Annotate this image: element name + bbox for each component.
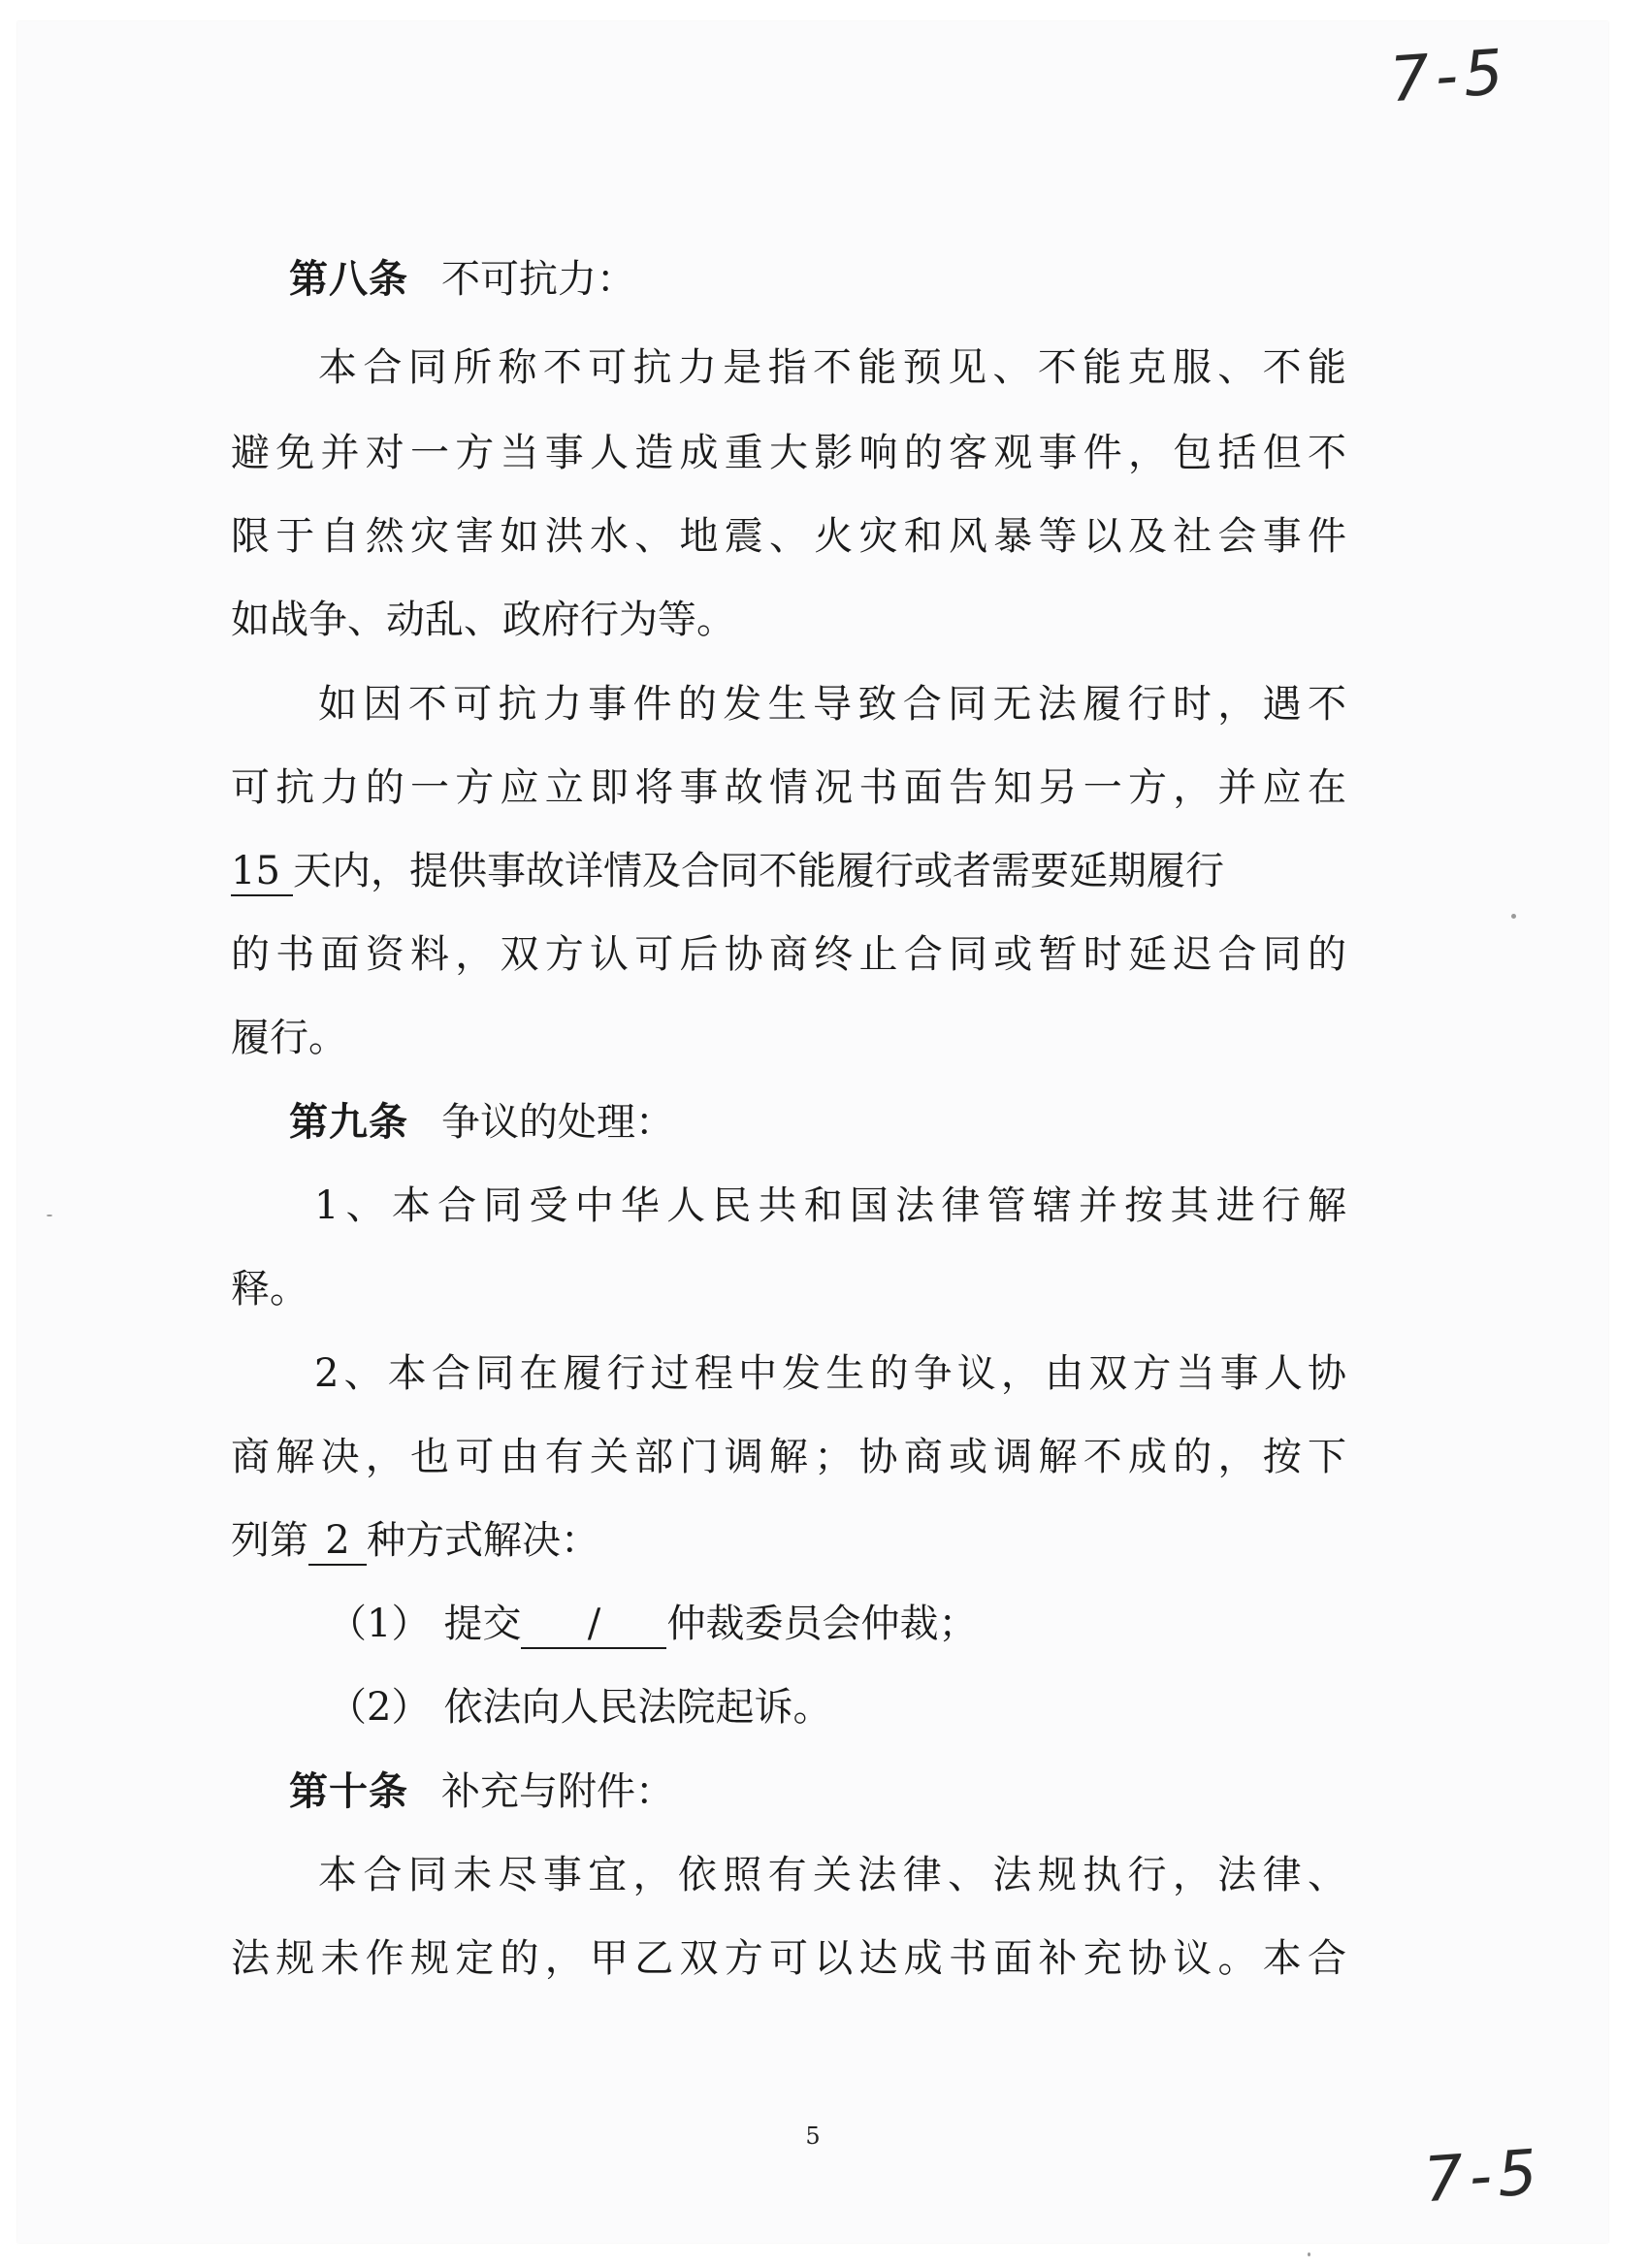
article8-p2-line3 xyxy=(231,844,1346,898)
article9-number: 第九条 xyxy=(289,1100,408,1145)
article8-p2-line2: 可抗力的一方应立即将事故情况书面告知另一方，并应在 xyxy=(231,765,1346,810)
article8-p1-line1: 本合同所称不可抗力是指不能预见、不能克服、不能 xyxy=(318,345,1346,390)
article8-title: 不可抗力： xyxy=(441,257,635,302)
option1-suffix: 仲裁委员会仲裁； xyxy=(666,1602,978,1646)
method-blank: 2 xyxy=(308,1517,367,1566)
article8-p2-line1: 如因不可抗力事件的发生导致合同无法履行时，遇不 xyxy=(318,682,1346,727)
article8-p1-line2: 避免并对一方当事人造成重大影响的客观事件，包括但不 xyxy=(231,431,1346,475)
option1-label: （1） xyxy=(328,1602,431,1646)
article9-option1 xyxy=(328,1597,1346,1651)
article9-item2-line2: 商解决，也可由有关部门调解；协商或调解不成的，按下 xyxy=(231,1435,1346,1479)
document-sheet xyxy=(17,21,1608,2243)
article8-p2-line5: 履行。 xyxy=(231,1016,347,1060)
article8-number: 第八条 xyxy=(289,257,408,302)
article10-number: 第十条 xyxy=(289,1769,408,1814)
option1-prefix: 提交 xyxy=(443,1602,522,1646)
article9-option2 xyxy=(328,1680,1346,1734)
article9-item2-line3 xyxy=(231,1513,1346,1568)
article8-p1-line4: 如战争、动乱、政府行为等。 xyxy=(231,598,735,642)
article9-item1-line2: 释。 xyxy=(231,1267,308,1312)
article10-p1-line1: 本合同未尽事宜，依照有关法律、法规执行，法律、 xyxy=(318,1853,1346,1897)
article8-p1-line3: 限于自然灾害如洪水、地震、火灾和风暴等以及社会事件 xyxy=(231,514,1346,559)
page-number: 5 xyxy=(805,2122,821,2150)
article9-item1-line1: 1、本合同受中华人民共和国法律管辖并按其进行解 xyxy=(314,1183,1346,1228)
handwritten-mark-bottom-right: 7-5 xyxy=(1421,2136,1545,2218)
days-blank: 15 xyxy=(231,848,293,896)
scan-speck xyxy=(1511,914,1516,919)
article9-heading xyxy=(231,1095,1405,1150)
scan-speck xyxy=(47,1215,52,1216)
article9-item2-line1: 2、本合同在履行过程中发生的争议，由双方当事人协 xyxy=(314,1351,1346,1396)
article9-title: 争议的处理： xyxy=(441,1100,674,1145)
article10-title: 补充与附件： xyxy=(441,1769,674,1814)
article8-p2-line4: 的书面资料，双方认可后协商终止合同或暂时延迟合同的 xyxy=(231,932,1346,977)
article10-heading xyxy=(231,1765,1405,1819)
article8-heading xyxy=(231,252,1405,307)
option2-label: （2） xyxy=(328,1685,431,1730)
option2-text: 依法向人民法院起诉。 xyxy=(443,1685,832,1730)
handwritten-mark-top-right: 7-5 xyxy=(1387,36,1511,117)
article8-p2-line3-rest: 天内，提供事故详情及合同不能履行或者需要延期履行 xyxy=(293,849,1224,893)
article9-item2-line3-prefix: 列第 xyxy=(231,1518,308,1563)
arbitration-blank: / xyxy=(521,1601,666,1649)
scan-speck xyxy=(1308,2252,1310,2256)
article10-p1-line2: 法规未作规定的，甲乙双方可以达成书面补充协议。本合 xyxy=(231,1936,1346,1981)
article9-item2-line3-suffix: 种方式解决： xyxy=(367,1518,599,1563)
